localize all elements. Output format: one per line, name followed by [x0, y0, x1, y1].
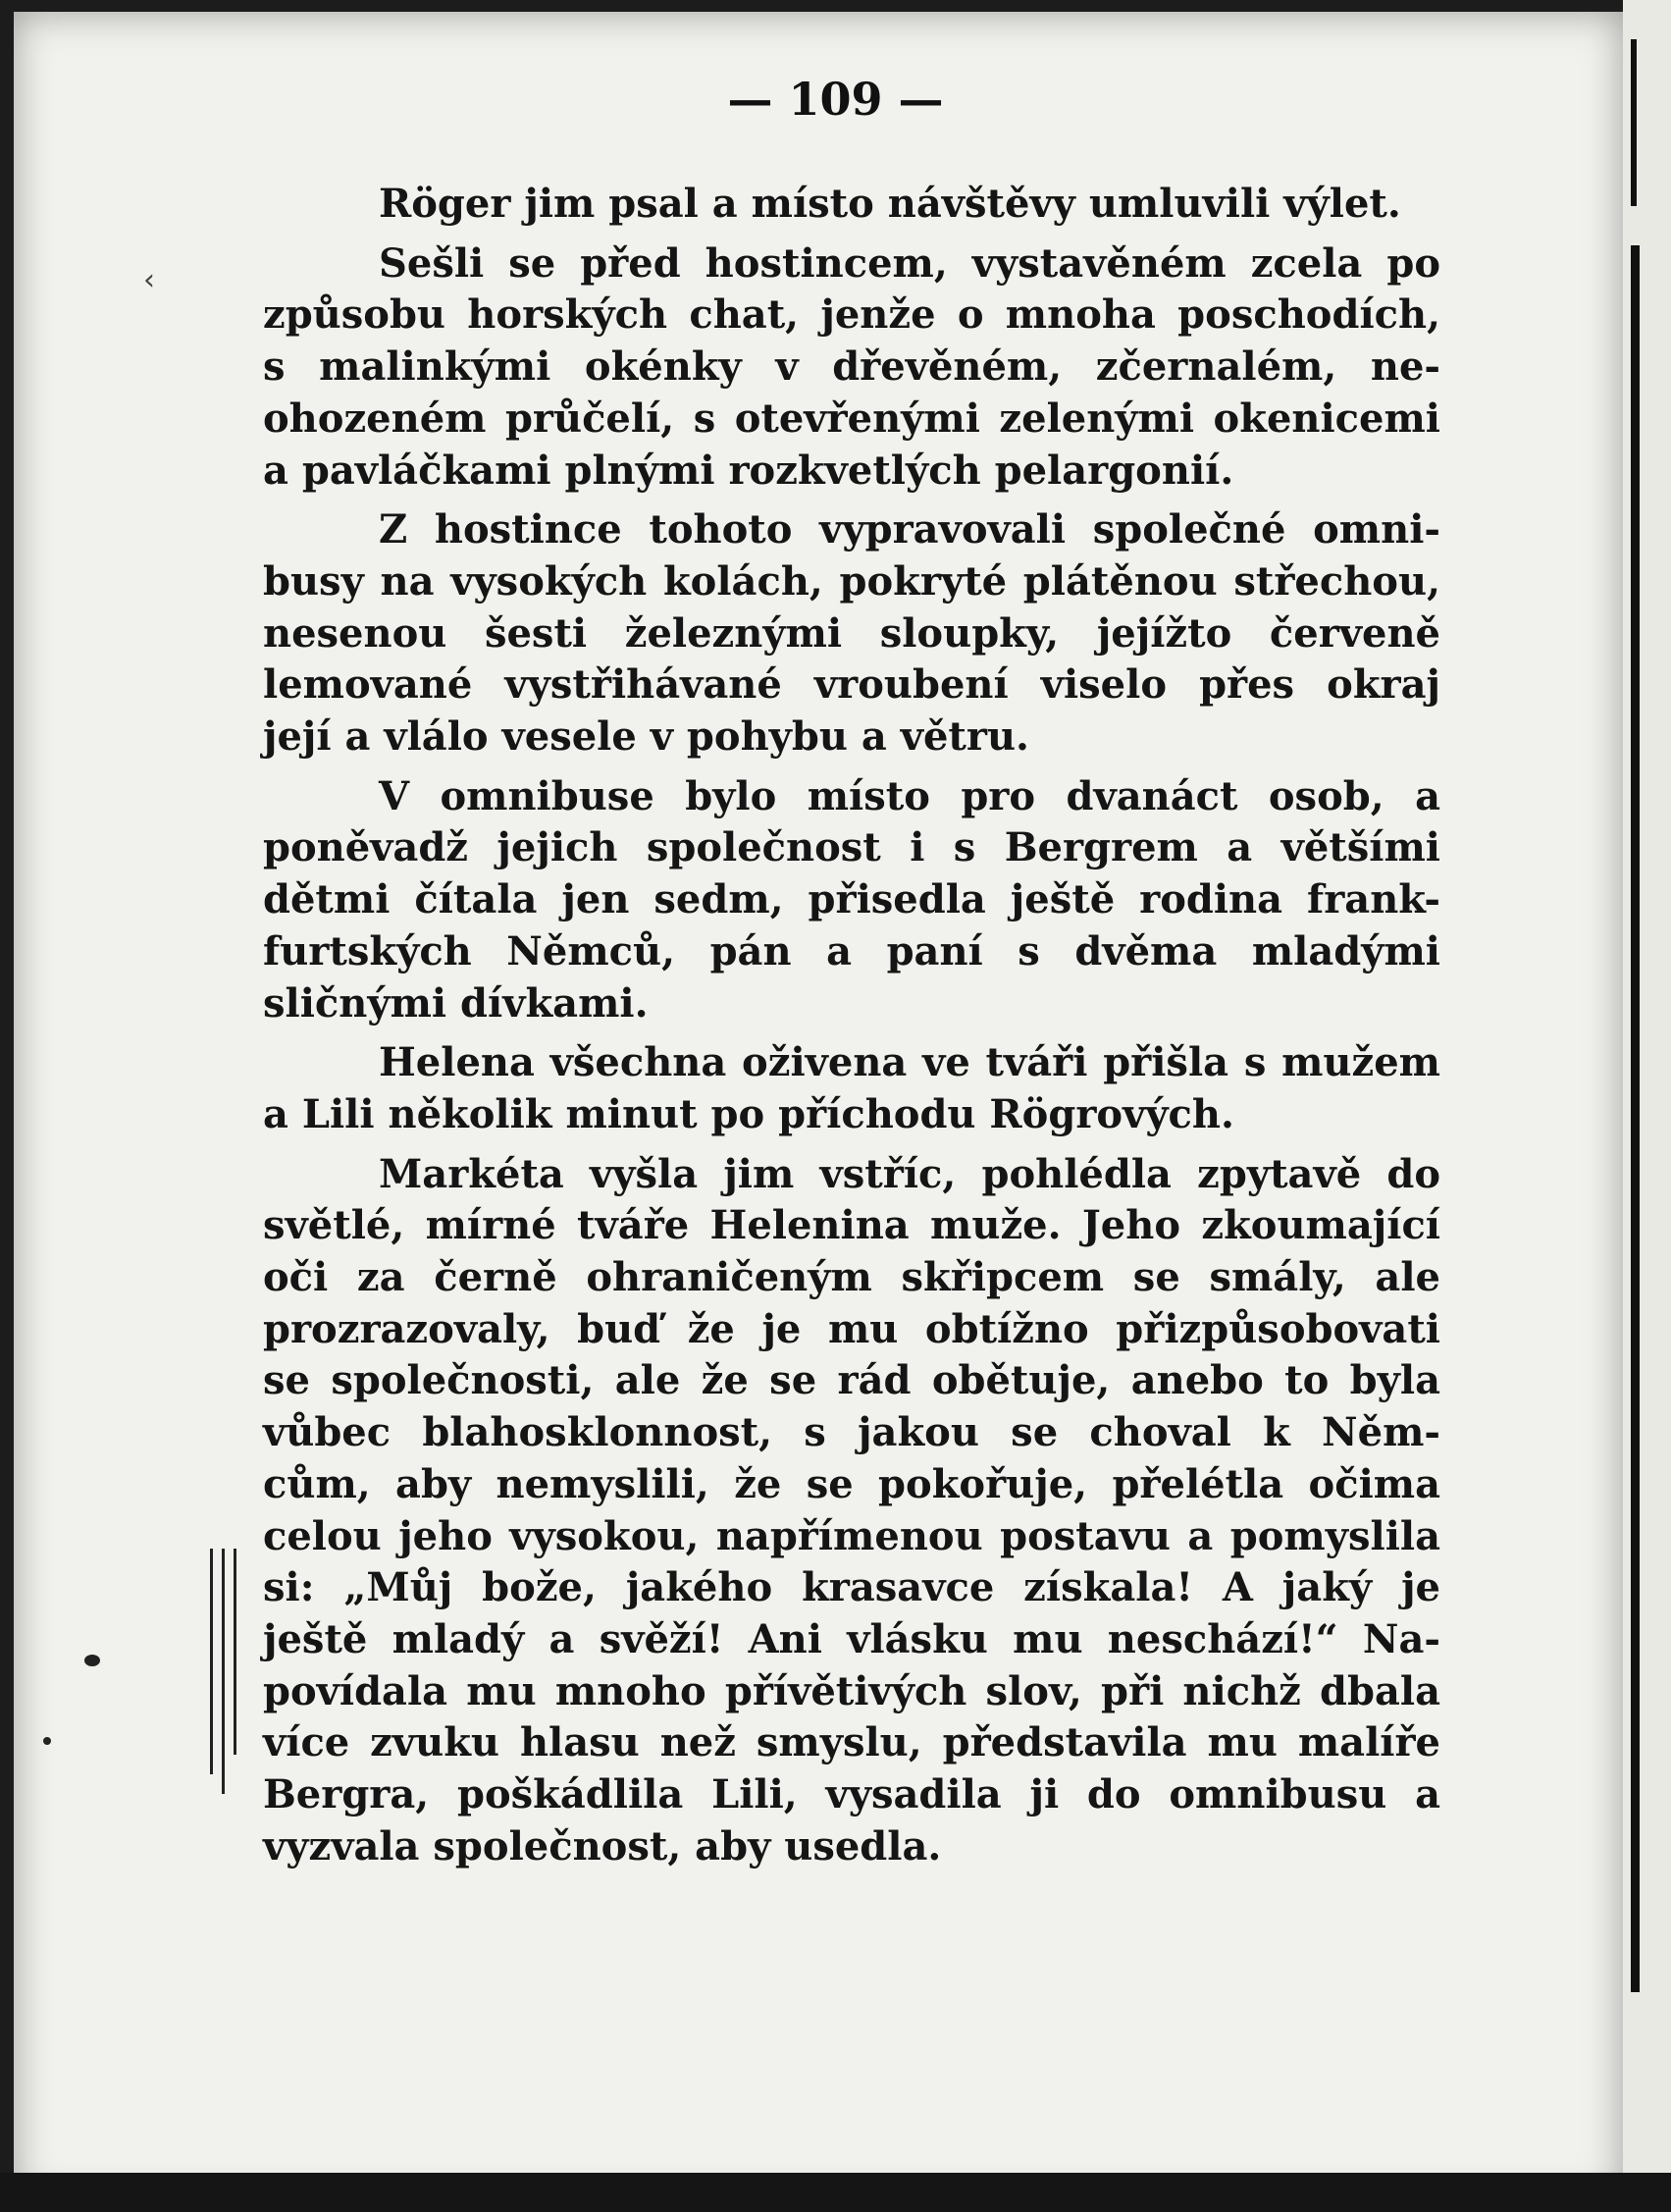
- margin-arrow-mark: ‹: [143, 263, 155, 297]
- paragraph: [263, 1037, 1440, 1140]
- ink-spot: [43, 1737, 51, 1745]
- text-line: ohozeném průčelí, s otevřenými zelenými okenicemi: [263, 395, 1440, 442]
- text-line: Markéta vyšla jim vstříc, pohlédla zpytavě do: [379, 1150, 1440, 1197]
- text-line: způsobu horských chat, jenže o mnoha poschodích,: [263, 291, 1440, 339]
- text-line: nesenou šesti železnými sloupky, jejížto červeně: [263, 609, 1440, 657]
- paragraph: [263, 1149, 1440, 1873]
- text-line: cům, aby nemyslili, že se pokořuje, přelétla očima: [263, 1460, 1440, 1507]
- text-line: se společnosti, ale že se rád obětuje, anebo to byla: [263, 1357, 1440, 1404]
- ink-spot: [84, 1655, 100, 1666]
- text-line: Röger jim psal a místo návštěvy umluvili výlet.: [379, 181, 1401, 227]
- text-line: s malinkými okénky v dřevěném, zčernalém, ne-: [263, 343, 1440, 391]
- body-text: [263, 179, 1440, 1881]
- text-line: Helena všechna oživena ve tváři přišla s mužem: [379, 1039, 1440, 1086]
- text-line: světlé, mírné tváře Helenina muže. Jeho zkoumající: [263, 1202, 1440, 1249]
- text-line: prozrazovaly, buď že je mu obtížno přizpůsobovati: [263, 1305, 1440, 1352]
- text-line: furtských Němců, pán a paní s dvěma mladými: [263, 927, 1440, 974]
- page-number: — 109 —: [727, 73, 944, 126]
- text-line: poněvadž jejich společnost i s Bergrem a většími: [263, 824, 1440, 871]
- paragraph: [263, 771, 1440, 1030]
- text-line: si: „Můj bože, jakého krasavce získala! A jaký je: [263, 1564, 1440, 1611]
- paragraph: [263, 504, 1440, 764]
- text-line: lemované vystřihávané vroubení viselo přes okraj: [263, 661, 1440, 709]
- text-line: a Lili několik minut po příchodu Rögrových.: [263, 1090, 1234, 1137]
- text-line: sličnými dívkami.: [263, 979, 649, 1027]
- scan-shadow: [0, 2173, 1671, 2212]
- text-line: Z hostince tohoto vypravovali společné omni-: [379, 506, 1440, 553]
- paragraph: [263, 179, 1440, 231]
- text-line: vyzvala společnost, aby usedla.: [263, 1822, 942, 1870]
- text-line: vůbec blahosklonnost, s jakou se choval k Něm-: [263, 1409, 1440, 1456]
- text-line: Sešli se před hostincem, vystavěném zcela po: [379, 239, 1440, 287]
- text-line: ještě mladý a svěží! Ani vlásku mu neschází!“ Na-: [263, 1615, 1440, 1662]
- binding-rule: [1631, 245, 1640, 1992]
- text-line: oči za černě ohraničeným skřipcem se smály, ale: [263, 1254, 1440, 1301]
- text-line: busy na vysokých kolách, pokryté plátěnou střechou,: [263, 557, 1440, 605]
- margin-vertical-marks: [210, 1549, 249, 1794]
- text-line: dětmi čítala jen sedm, přisedla ještě rodina frank-: [263, 876, 1440, 923]
- text-line: a pavláčkami plnými rozkvetlých pelargonií.: [263, 447, 1234, 494]
- paragraph: [263, 238, 1440, 498]
- text-line: její a vlálo vesele v pohybu a větru.: [263, 713, 1029, 761]
- text-line: V omnibuse bylo místo pro dvanáct osob, a: [379, 772, 1440, 819]
- text-line: povídala mu mnoho přívětivých slov, při nichž dbala: [263, 1667, 1440, 1714]
- text-line: Bergra, poškádlila Lili, vysadila ji do omnibusu a: [263, 1771, 1440, 1818]
- text-line: více zvuku hlasu než smyslu, představila mu malíře: [263, 1719, 1440, 1766]
- text-line: celou jeho vysokou, napřímenou postavu a pomyslila: [263, 1512, 1440, 1559]
